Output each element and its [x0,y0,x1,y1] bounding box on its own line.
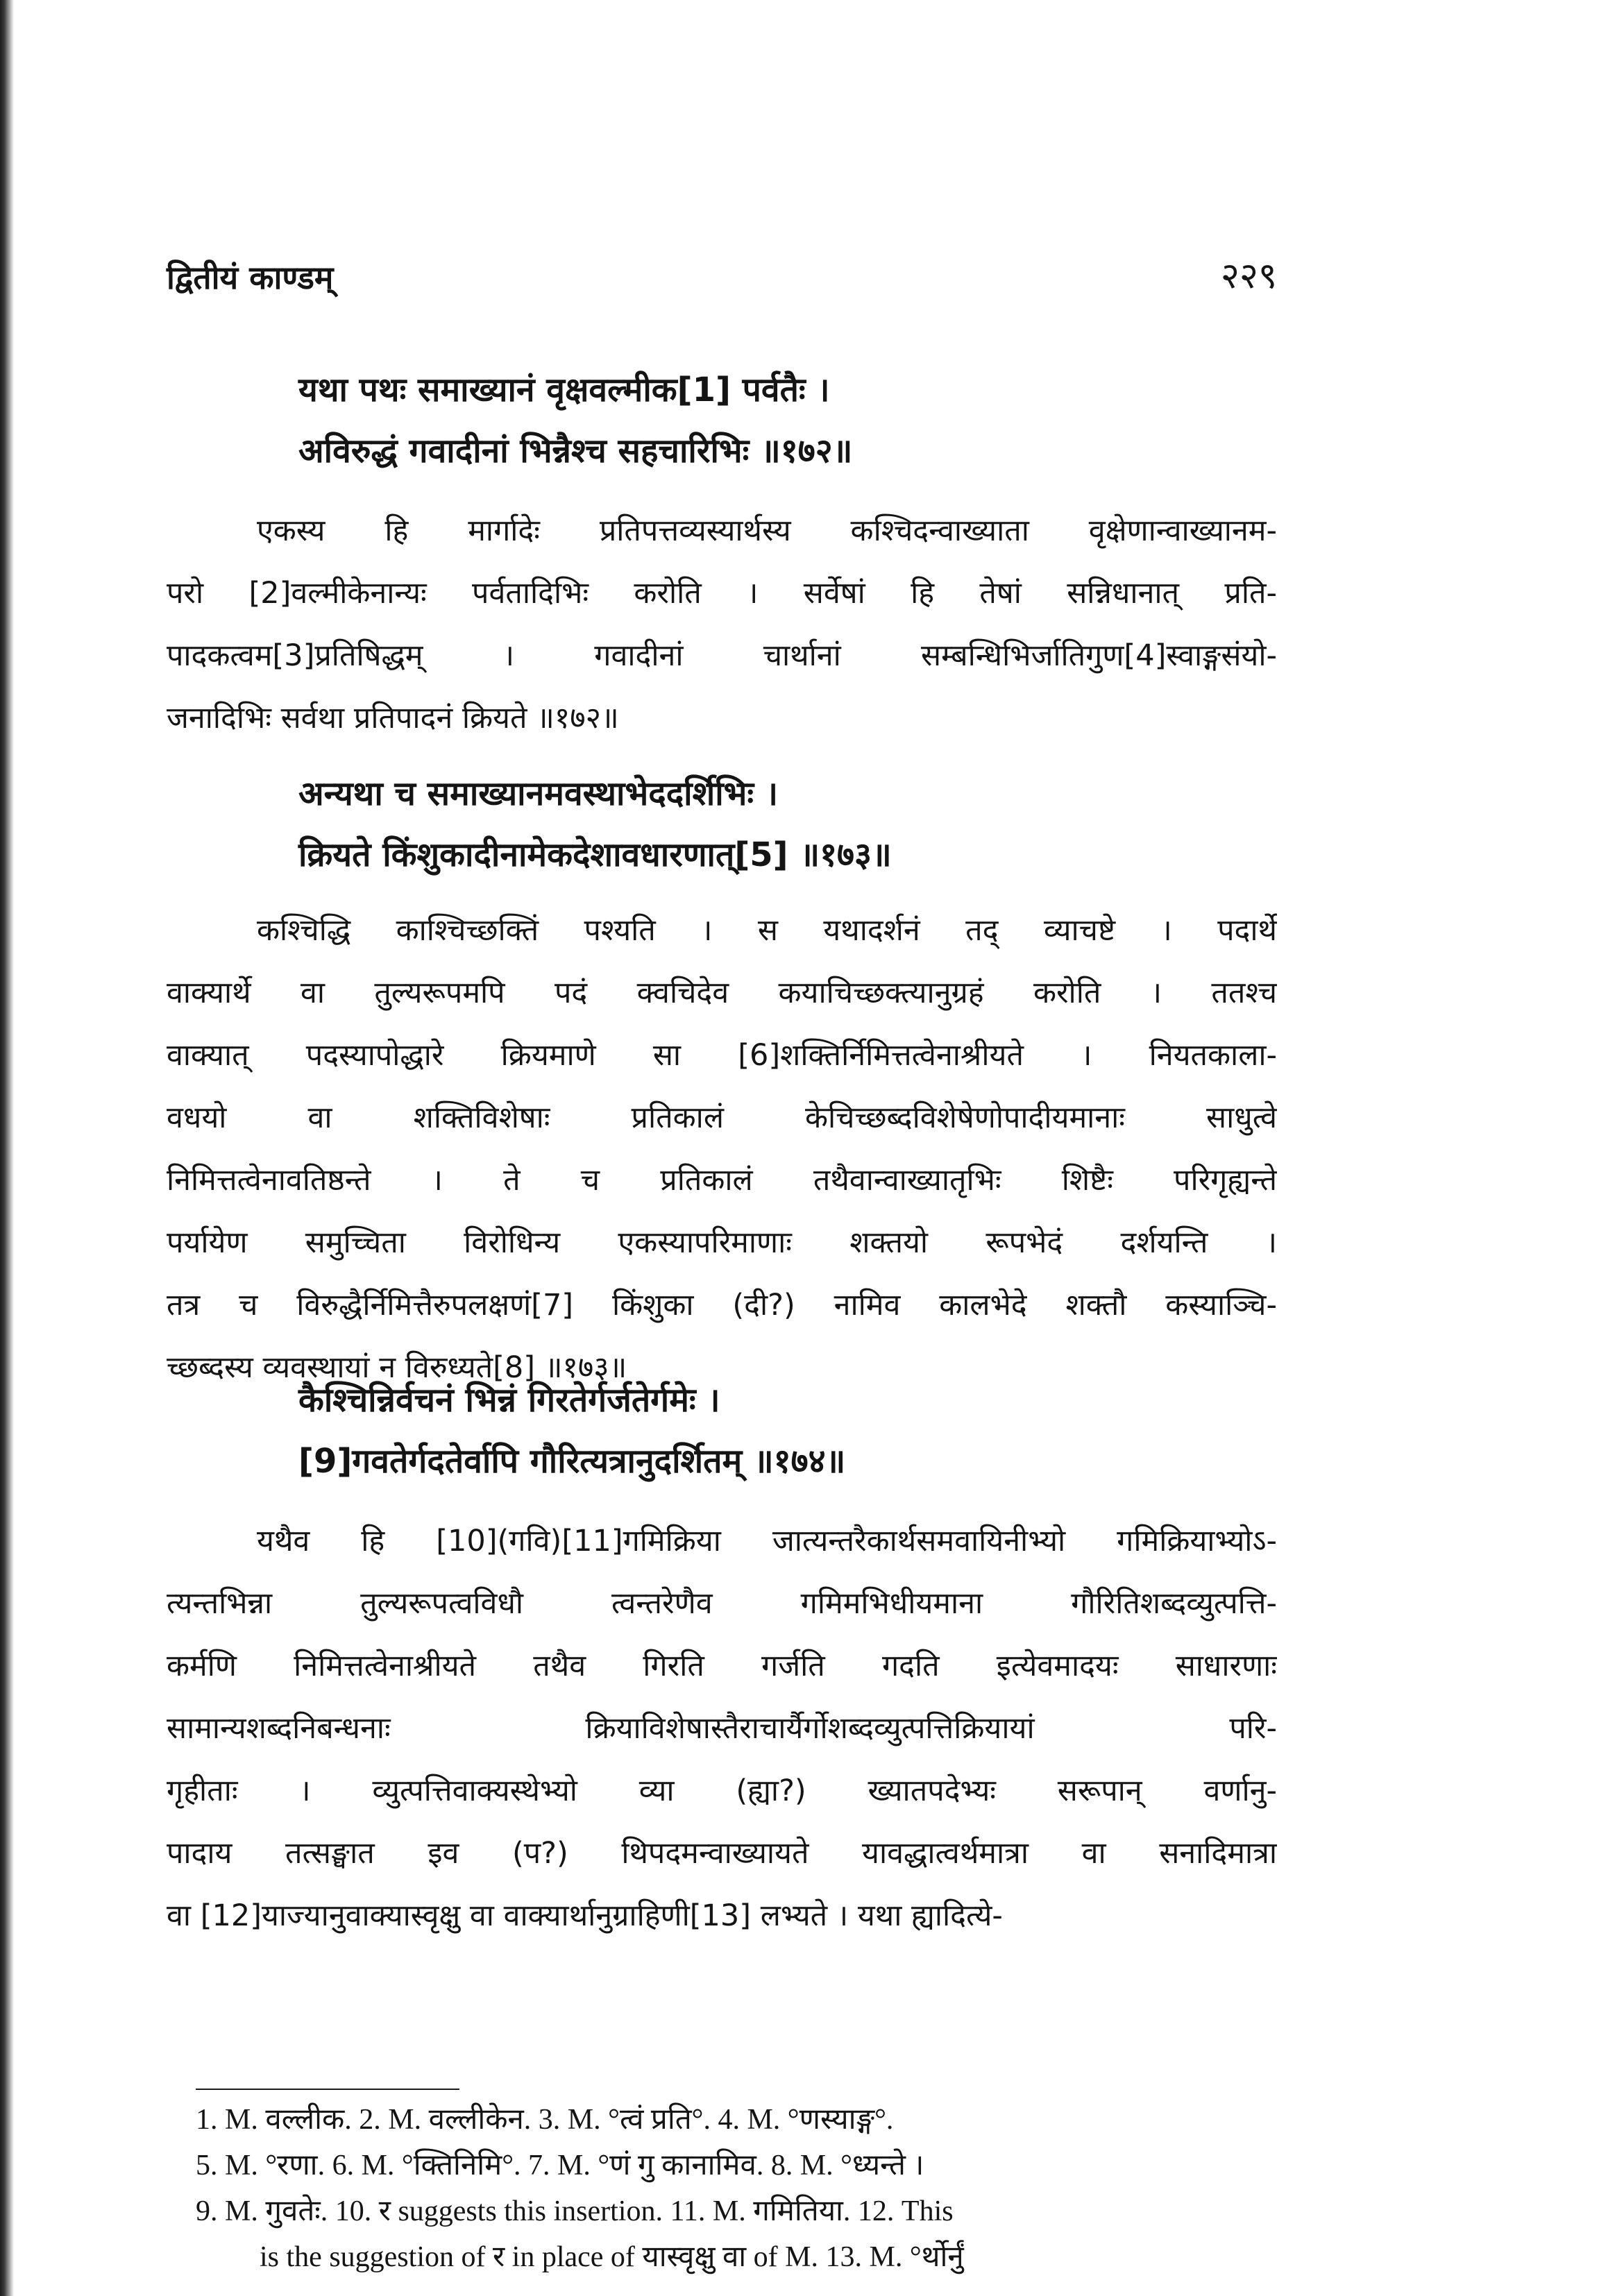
footnotes [196,2097,1320,2280]
verse-line: कैश्चिन्निर्वचनं भिन्नं गिरतेर्गर्जतेर्गमेः । [298,1381,720,1420]
commentary-line: वाक्यात् पदस्यापोद्धारे क्रियमाणे सा [6]शक्तिर्निमित्तत्वेनाश्रीयते । नियतकाला- [167,1038,1277,1073]
verse-line: अविरुद्धं गवादीनां भिन्नैश्च सहचारिभिः ॥१७२॥ [298,432,853,470]
footnote-line: 9. M. गुवतेः. 10. र suggests this insertion. 11. M. गमितिया. 12. This [196,2195,954,2227]
commentary-line: पादकत्वम[3]प्रतिषिद्धम् । गवादीनां चार्थानां सम्बन्धिभिर्जातिगुण[4]स्वाङ्गसंयो- [167,638,1277,673]
commentary-line: वा [12]याज्यानुवाक्यास्वृक्षु वा वाक्यार्थानुग्राहिणी[13] लभ्यते । यथा ह्यादित्ये- [167,1898,1003,1933]
commentary-line: कर्मणि निमित्तत्वेनाश्रीयते तथैव गिरति गर्जति गदति इत्येवमादयः साधारणाः [167,1649,1277,1683]
scan-binding-edge [0,0,14,2296]
footnote-divider [196,2089,459,2090]
verse-173 [298,763,892,885]
commentary-line: वधयो वा शक्तिविशेषाः प्रतिकालं केचिच्छब्दविशेषेणोपादीयमानाः साधुत्वे [167,1100,1277,1135]
commentary-line: निमित्तत्वेनावतिष्ठन्ते । ते च प्रतिकालं तथैवान्वाख्यातृभिः शिष्टैः परिगृह्यन्ते [167,1163,1277,1198]
footnote-line: 5. M. °रणा. 6. M. °क्तिनिमि°. 7. M. °णं गु कानामिव. 8. M. °ध्यन्ते । [196,2150,924,2182]
commentary-line: परो [2]वल्मीकेनान्यः पर्वतादिभिः करोति । सर्वेषां हि तेषां सन्निधानात् प्रति- [167,576,1277,611]
commentary-line: त्यन्तभिन्ना तुल्यरूपत्वविधौ त्वन्तरेणैव गमिमभिधीयमाना गौरितिशब्दव्युत्पत्ति- [167,1586,1277,1621]
commentary-line: कश्चिद्धि काश्चिच्छक्तिं पश्यति । स यथादर्शनं तद् व्याचष्टे । पदार्थे [257,913,1277,948]
verse-line: यथा पथः समाख्यानं वृक्षवल्मीक[1] पर्वतैः । [298,371,830,409]
commentary-line: पर्यायेण समुच्चिता विरोधिन्य एकस्यापरिमाणाः शक्तयो रूपभेदं दर्शयन्ति । [167,1225,1277,1260]
commentary-line: वाक्यार्थे वा तुल्यरूपमपि पदं क्वचिदेव कयाचिच्छक्त्यानुग्रहं करोति । ततश्च [167,976,1277,1010]
footnote-line: is the suggestion of र in place of यास्वृक्षु वा of M. 13. M. °र्थोर्नुं [260,2241,964,2273]
commentary-line: यथैव हि [10](गवि)[11]गमिक्रिया जात्यन्तरैकार्थसमवायिनीभ्यो गमिक्रियाभ्योऽ- [257,1524,1277,1558]
commentary-line: गृहीताः । व्युत्पत्तिवाक्यस्थेभ्यो व्या (ह्या?) ख्यातपदेभ्यः सरूपान् वर्णानु- [167,1774,1277,1808]
commentary-line: पादाय तत्सङ्घात इव (प?) थिपदमन्वाख्यायते यावद्धात्वर्थमात्रा वा सनादिमात्रा [167,1836,1277,1871]
commentary-173 [167,899,1277,1399]
page-header [167,255,1277,304]
verse-172 [298,359,852,482]
verse-line: अन्यथा च समाख्यानमवस्थाभेददर्शिभिः । [298,774,779,813]
section-title: द्वितीयं काण्डम् [167,259,334,296]
commentary-line: तत्र च विरुद्धैर्निमित्तैरुपलक्षणं[7] किंशुका (दी?) नामिव कालभेदे शक्तौ कस्याञ्चि- [167,1288,1277,1323]
commentary-line: सामान्यशब्दनिबन्धनाः क्रियाविशेषास्तैराचार्यैर्गोशब्दव्युत्पत्तिक्रियायां परि- [167,1711,1277,1746]
commentary-174 [167,1510,1277,1947]
footnote-line: 1. M. वल्लीक. 2. M. वल्लीकेन. 3. M. °त्वं प्रति°. 4. M. °णस्याङ्ग°. [196,2104,894,2136]
verse-line: [9]गवतेर्गदतेर्वापि गौरित्यत्रानुदर्शितम् ॥१७४॥ [298,1442,846,1481]
verse-174 [298,1370,845,1492]
verse-line: क्रियते किंशुकादीनामेकदेशावधारणात्[5] ॥१७३॥ [298,835,892,874]
commentary-line: च्छब्दस्य व्यवस्थायां न विरुध्यते[8] ॥१७३॥ [167,1350,627,1385]
page-number: २२९ [1220,255,1277,297]
commentary-line: एकस्य हि मार्गादेः प्रतिपत्तव्यस्यार्थस्य कश्चिदन्वाख्याता वृक्षेणान्वाख्यानम- [257,513,1277,548]
commentary-line: जनादिभिः सर्वथा प्रतिपादनं क्रियते ॥१७२॥ [167,701,619,735]
commentary-172 [167,500,1277,749]
